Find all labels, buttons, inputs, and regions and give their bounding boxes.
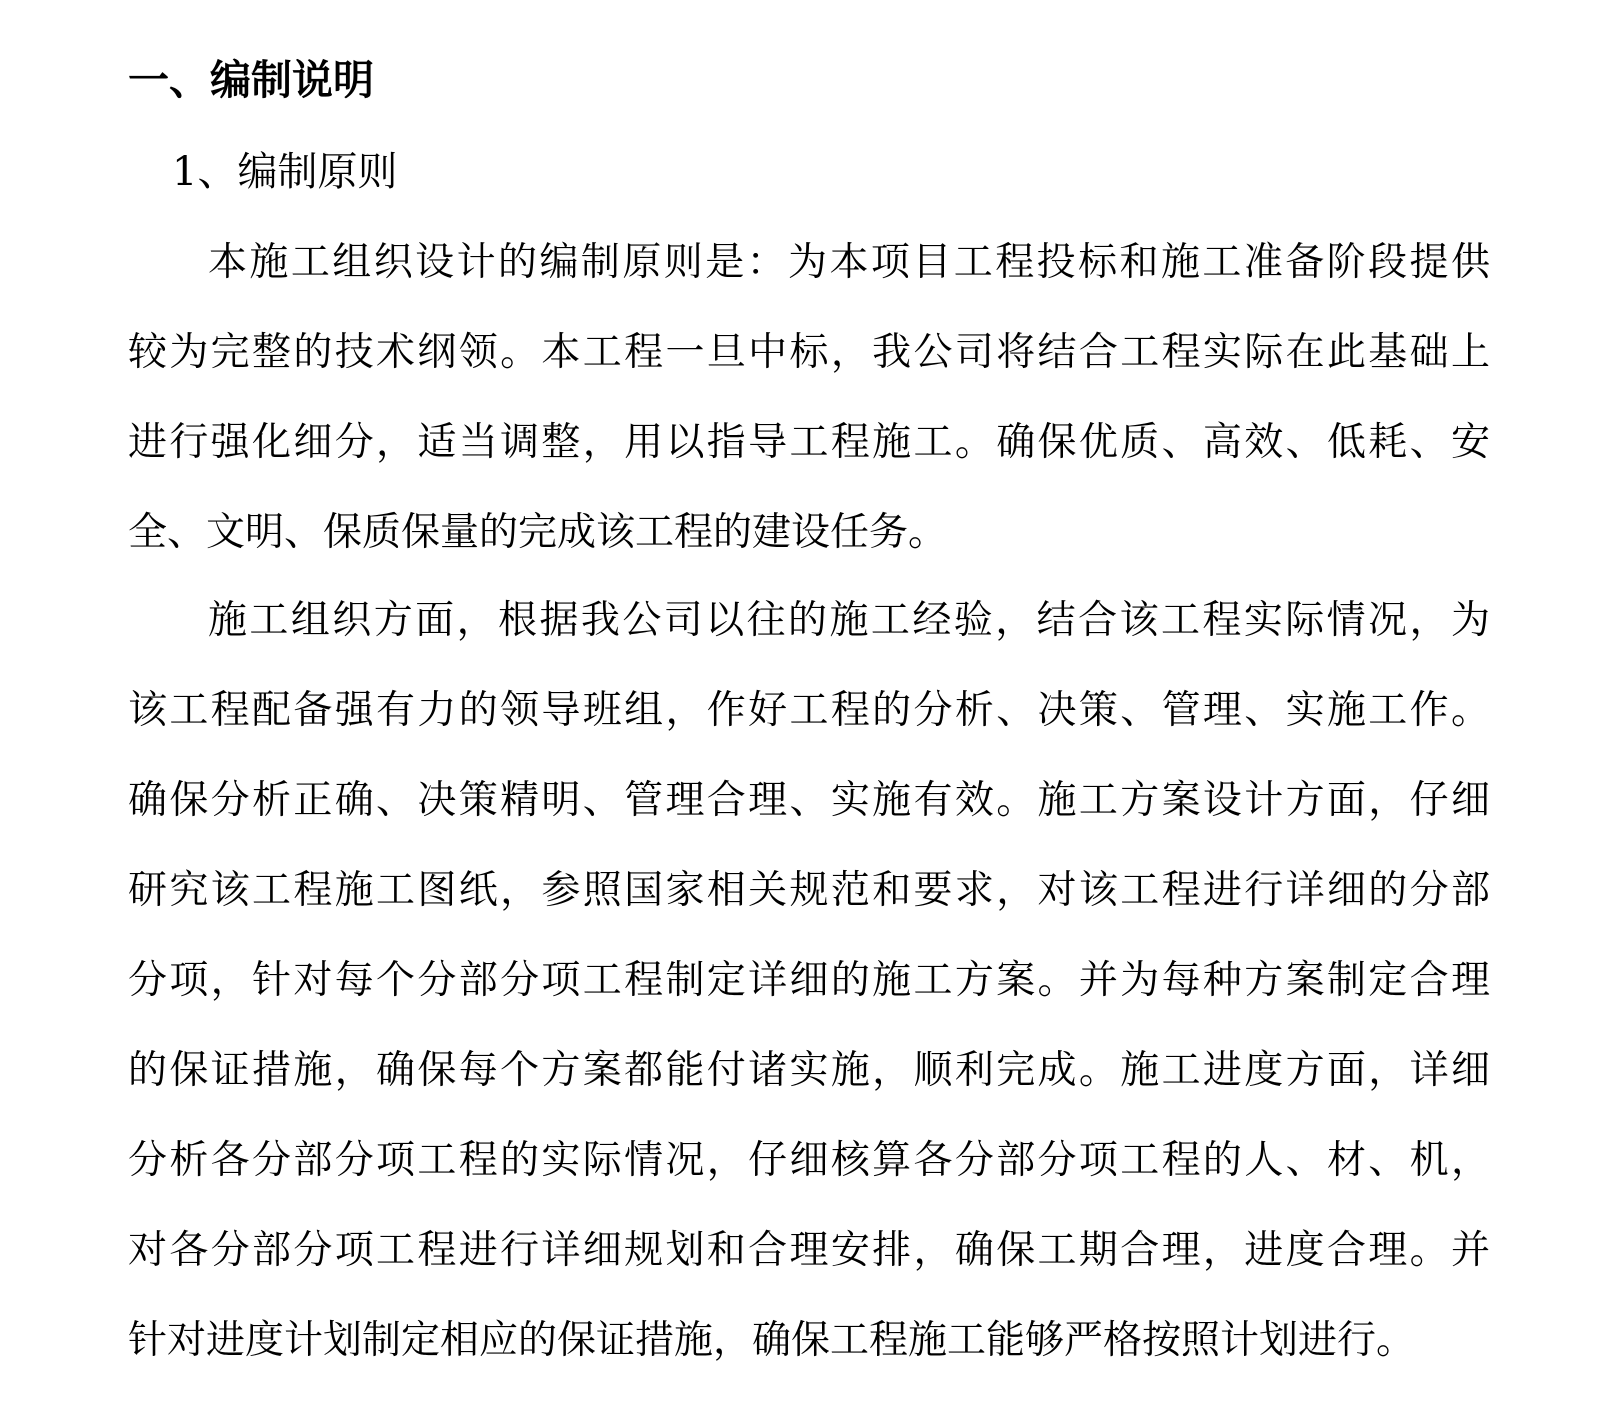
paragraph-line: 分析各分部分项工程的实际情况，仔细核算各分部分项工程的人、材、机， xyxy=(128,1138,1490,1183)
paragraph-line: 分项，针对每个分部分项工程制定详细的施工方案。并为每种方案制定合理 xyxy=(128,958,1490,1003)
paragraph-principle xyxy=(128,218,1490,578)
section-heading: 一、编制说明 xyxy=(128,56,374,104)
paragraph-line: 针对进度计划制定相应的保证措施，确保工程施工能够严格按照计划进行。 xyxy=(128,1318,1416,1363)
subsection-heading: 1、编制原则 xyxy=(172,149,398,195)
paragraph-line: 全、文明、保质保量的完成该工程的建设任务。 xyxy=(128,510,948,555)
paragraph-line: 对各分部分项工程进行详细规划和合理安排，确保工期合理，进度合理。并 xyxy=(128,1228,1490,1273)
paragraph-line: 较为完整的技术纲领。本工程一旦中标，我公司将结合工程实际在此基础上 xyxy=(128,330,1490,375)
paragraph-line: 本施工组织设计的编制原则是：为本项目工程投标和施工准备阶段提供 xyxy=(208,240,1490,285)
paragraph-line: 的保证措施，确保每个方案都能付诸实施，顺利完成。施工进度方面，详细 xyxy=(128,1048,1490,1093)
paragraph-organization xyxy=(128,576,1490,1386)
paragraph-line: 研究该工程施工图纸，参照国家相关规范和要求，对该工程进行详细的分部 xyxy=(128,868,1490,913)
paragraph-line: 该工程配备强有力的领导班组，作好工程的分析、决策、管理、实施工作。 xyxy=(128,688,1490,733)
paragraph-line: 确保分析正确、决策精明、管理合理、实施有效。施工方案设计方面，仔细 xyxy=(128,778,1490,823)
paragraph-line: 施工组织方面，根据我公司以往的施工经验，结合该工程实际情况，为 xyxy=(208,598,1490,643)
paragraph-line: 进行强化细分，适当调整，用以指导工程施工。确保优质、高效、低耗、安 xyxy=(128,420,1490,465)
